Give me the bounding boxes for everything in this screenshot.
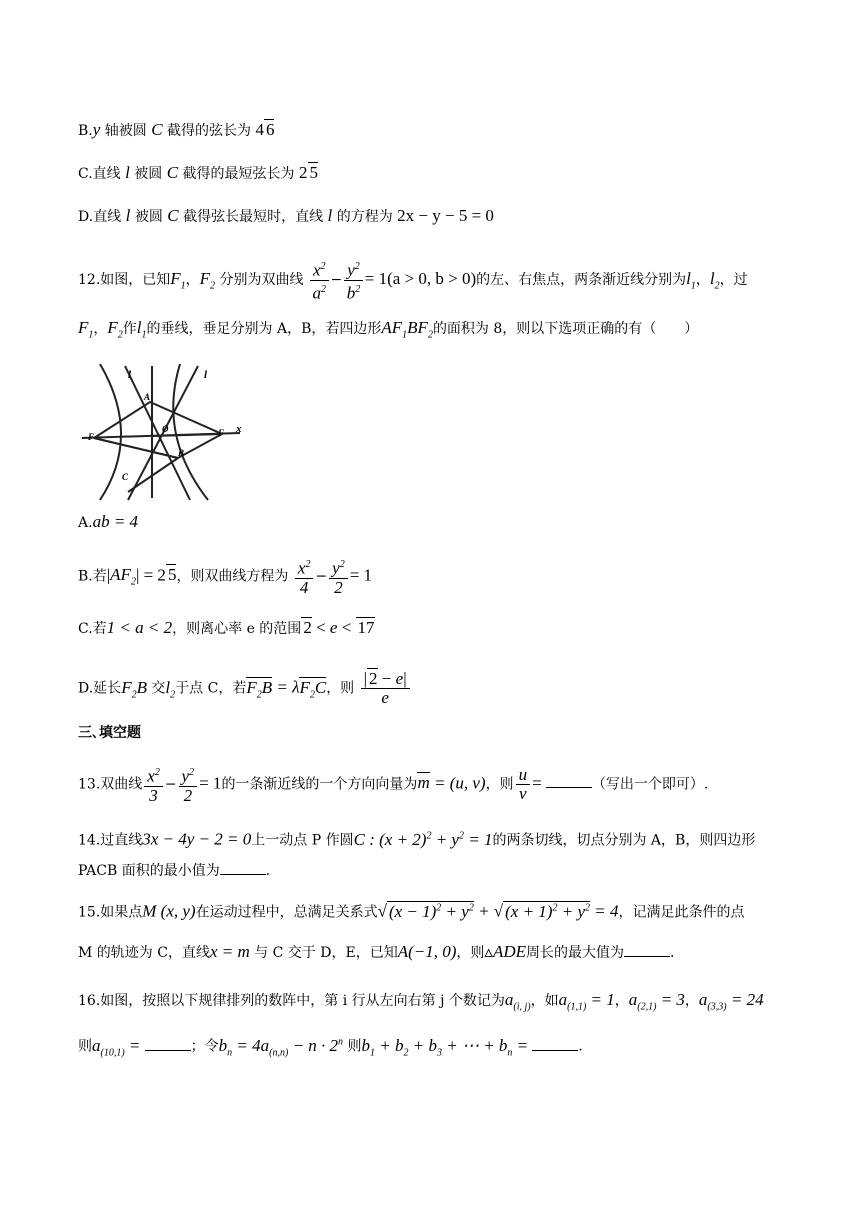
q11-option-d: D.直线 l 被圆 C 截得弦长最短时，直线 l 的方程为 2x − y − 5 = 0 <box>78 206 494 225</box>
label-f2: F <box>218 428 225 438</box>
hyperbola-right-branch <box>173 364 208 500</box>
q12-option-d: D.延长$F_2B$ 交$l_2$于点 C，若$F_2B = \lambda F_2C$，则 $\frac{| 2 - e|}{e}$ <box>78 670 412 707</box>
q13: 13.双曲线 $\frac{x^2}{3}$ − $\frac{y^2}{2}$ = 1的一条渐近线的一个方向向量为m = (u, v)，则 $\frac{u}{v}$ = （写出一个即可）. <box>78 764 709 805</box>
hyperbola-figure <box>80 358 250 503</box>
label-b: B <box>178 448 185 458</box>
label-f1: F <box>88 432 95 442</box>
q12-option-a: A.ab = 4 <box>78 512 139 531</box>
q14-line-1: 14.过直线3x − 4y − 2 = 0上一动点 P 作圆C : $(x + 2)^2 + y^2 = 1$的两条切线，切点分别为 A，B，则四边形 <box>78 829 756 849</box>
label-l-right: l <box>204 369 208 381</box>
q15-line-1: 15.如果点M (x, y)在运动过程中，总满足关系式√ $(x - 1)^2 + y^2$ + √ $(x + 1)^2 + y^2 = 4$，记满足此条件的点 <box>78 901 745 921</box>
q14-blank[interactable] <box>220 860 266 875</box>
q12-option-b: B.若$|AF_2| = 2$ 5，则双曲线方程为 $\frac{x^2}{4}$ − $\frac{y^2}{2}$ = 1 <box>78 556 372 597</box>
q12-line-2: $F_1$，$F_2$作$l_1$的垂线，垂足分别为 A，B，若四边形$AF_1BF_2$的面积为 8，则以下选项正确的有（ ） <box>78 318 699 341</box>
q12-line-1: 12.如图，已知$F_1$，$F_2$ 分别为双曲线 $\frac{x^2}{a^2}$ − $\frac{y^2}{b^2}$ = 1(a > 0, b > 0)的左、右焦点，两条渐近线分别为$l_1$，$l_2$，过 <box>78 258 748 302</box>
q16-line-2: 则$a_{(10,1)}$ = ；令$b_n = 4a_{(n,n)} - n \cdot 2^n$ 则$b_1 + b_2 + b_3$ + ⋯ + $b_n$ = . <box>78 1035 583 1059</box>
q14-line-2: PACB 面积的最小值为 . <box>78 860 270 881</box>
label-l-left: l <box>128 369 132 381</box>
asymptote-l1 <box>125 366 190 500</box>
label-a: A <box>144 392 151 402</box>
q16-blank-2[interactable] <box>532 1036 578 1051</box>
q11-option-b: B.y 轴被圆 C 截得的弦长为 4 6 <box>78 120 275 139</box>
q13-blank[interactable] <box>546 773 592 788</box>
label-o: O <box>162 424 169 434</box>
q15-line-2: M 的轨迹为 C，直线x = m 与 C 交于 D，E，已知A(−1, 0)，则▵ADE周长的最大值为 . <box>78 942 675 961</box>
quadrilateral <box>94 402 225 458</box>
q16-line-1: 16.如图，按照以下规律排列的数阵中，第 i 行从左向右第 j 个数记为$a_{(i, j)}$，如$a_{(1,1)} = 1$，$a_{(2,1)} = 3$，$a_{(3,3)} = 24$ <box>78 990 764 1013</box>
q16-blank-1[interactable] <box>145 1036 191 1051</box>
q12-option-c: C.若1 < a < 2，则离心率 e 的范围 2 < e < 17 <box>78 618 375 637</box>
q15-blank[interactable] <box>624 942 670 957</box>
label-c: C <box>122 472 129 482</box>
q11-option-c: C.直线 l 被圆 C 截得的最短弦长为 2 5 <box>78 163 319 182</box>
label-x: x <box>236 423 242 435</box>
section-title: 三､填空题 <box>78 725 141 741</box>
